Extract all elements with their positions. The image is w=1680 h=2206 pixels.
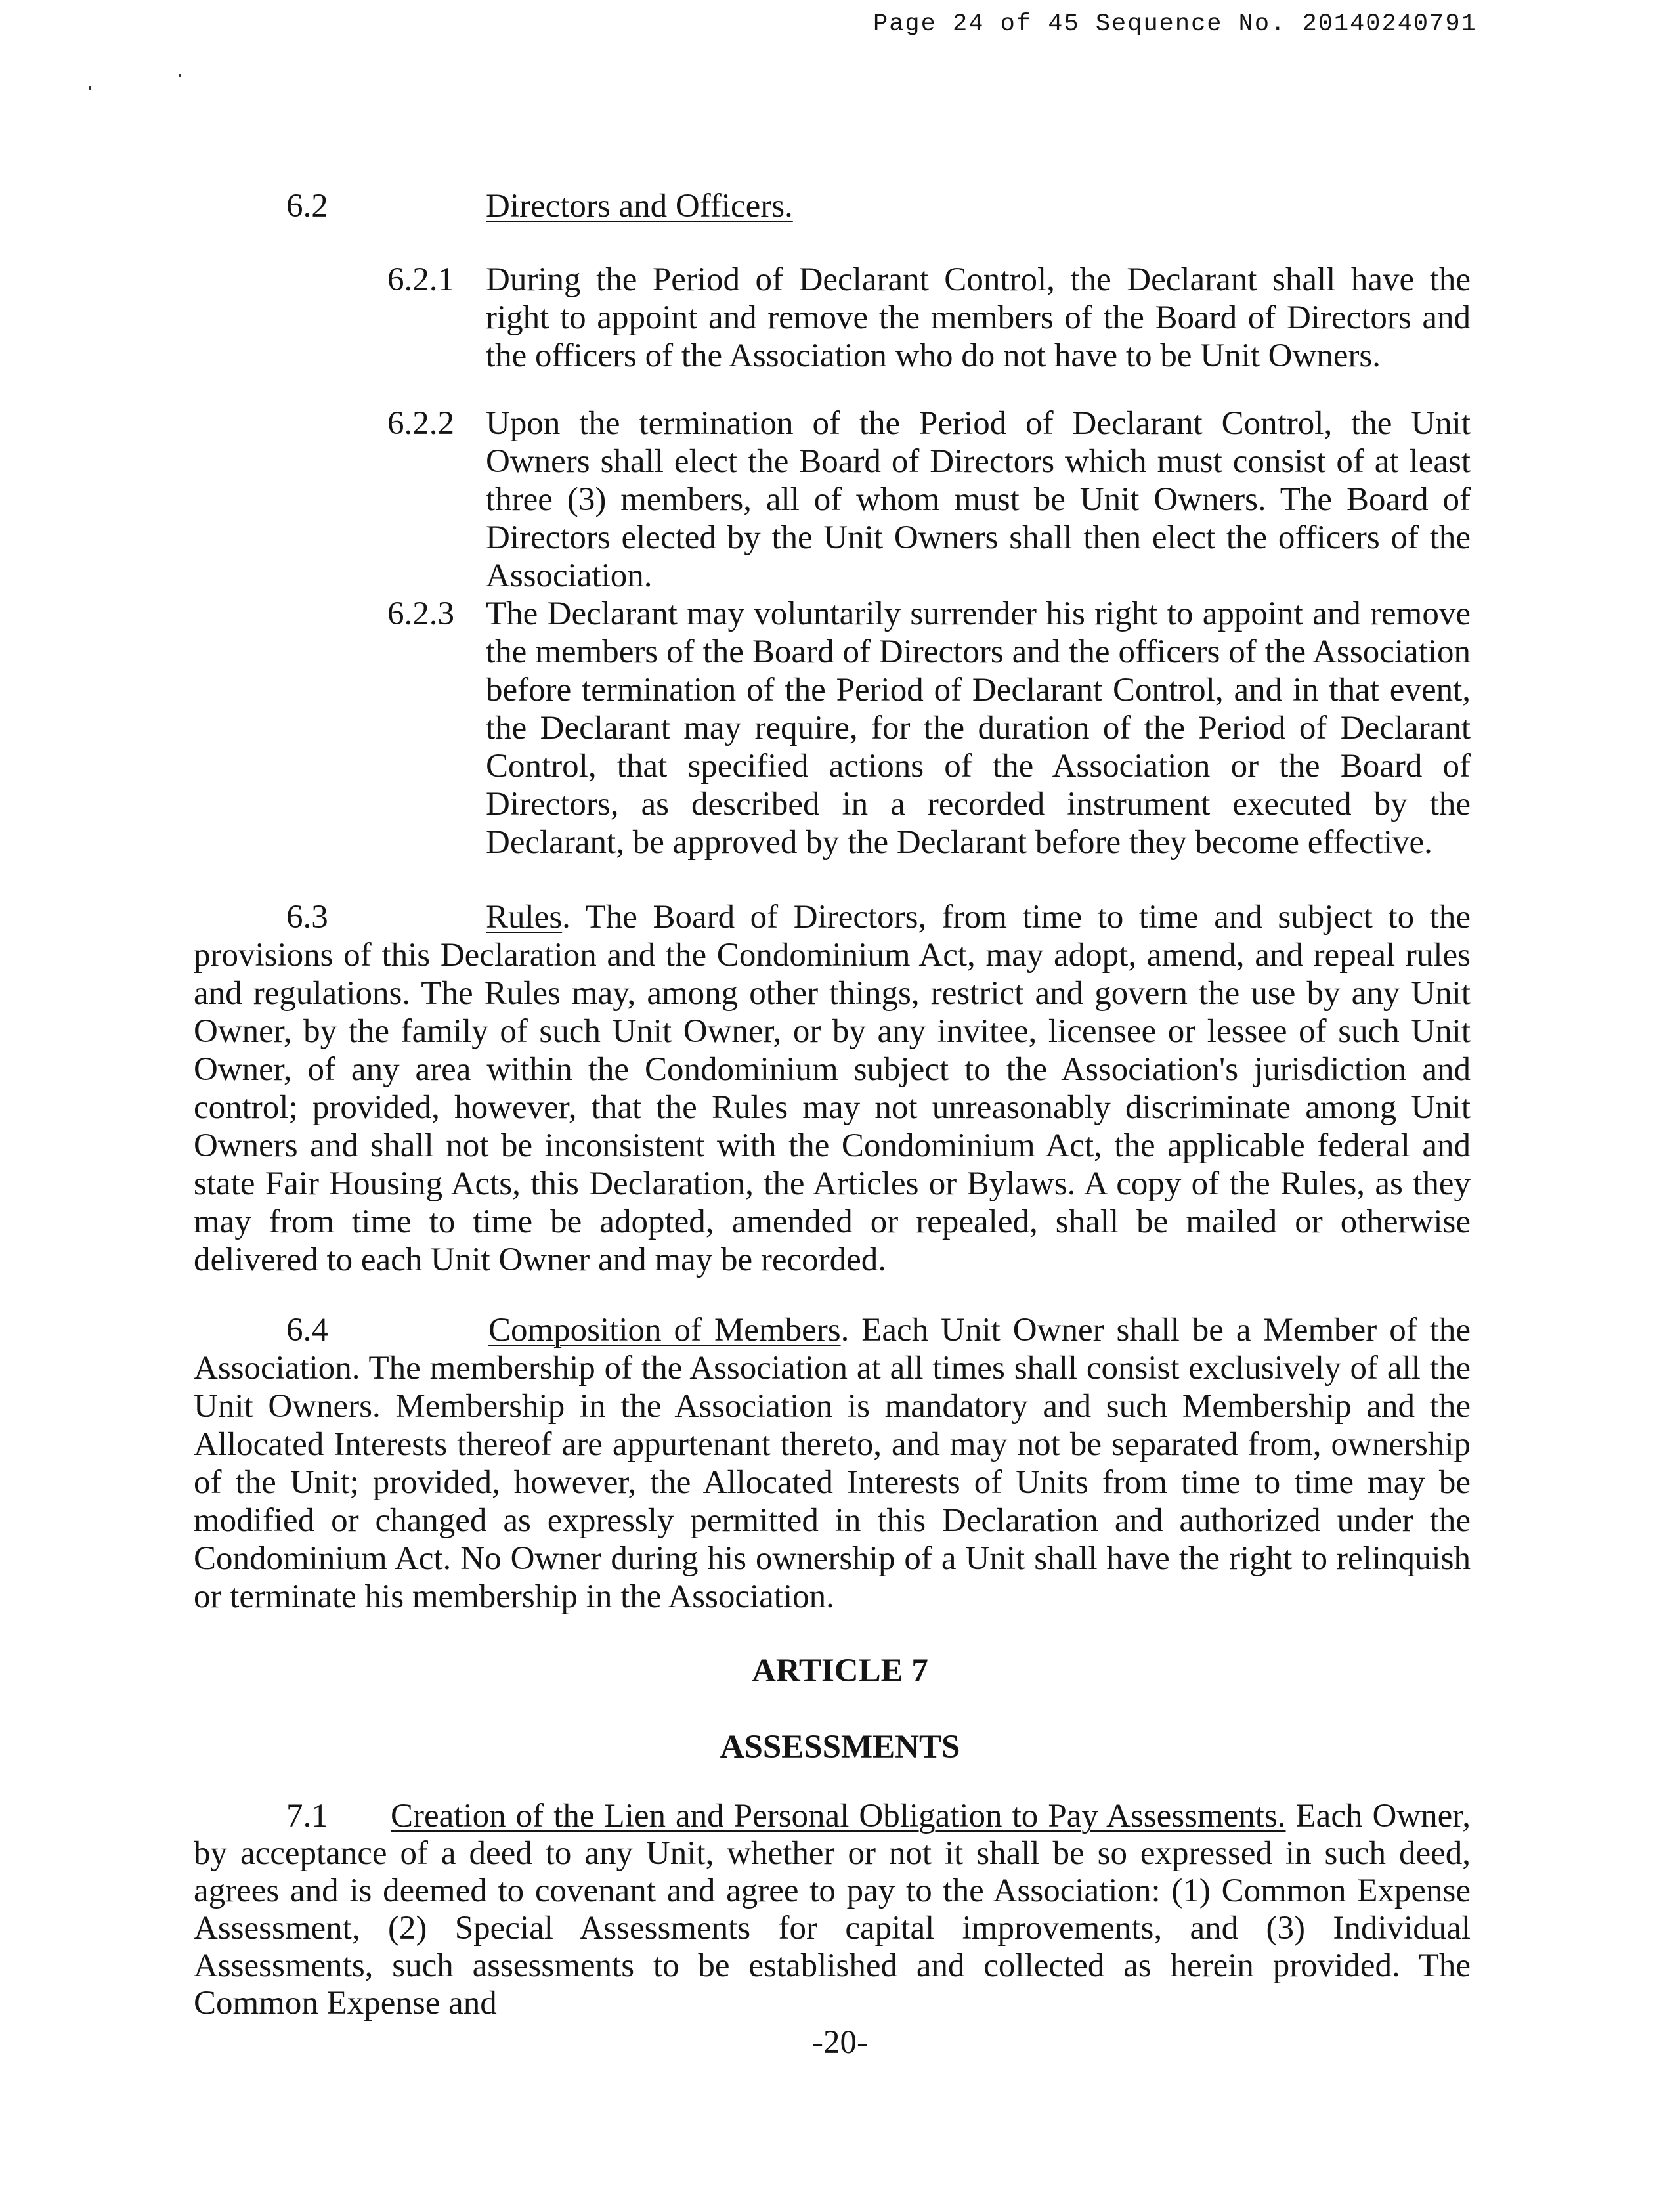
section-title: Directors and Officers. <box>486 188 793 225</box>
section-6-2-2-text: Upon the termination of the Period of Declarant Control, the Unit Owners shall elect the Board of Directors which must consist of at least three (3) members, all of whom must be Unit Owners. The Board of Directors elected by the Unit Owners shall then elect the officers of the Association. <box>486 405 1471 594</box>
section-body: . Each Unit Owner shall be a Member of the Association. The membership of the Association at all times shall consist exclusively of all the Unit Owners. Membership in the Association is mandatory and such Membership and the Allocated Interests thereof are appurtenant thereto, and may not be separated from, ownership of the Unit; provided, however, the Allocated Interests of Units from time to time may be modified or changed as expressly permitted in this Declaration and authorized under the Condominium Act. No Owner during his ownership of a Unit shall have the right to relinquish or terminate his membership in the Association. <box>194 1312 1471 1615</box>
section-6-2-2-number: 6.2.2 <box>387 405 454 442</box>
section-6-2-1-number: 6.2.1 <box>387 261 454 298</box>
section-number: 7.1 <box>286 1798 328 1834</box>
article-number: ARTICLE 7 <box>752 1653 928 1689</box>
section-body: . The Board of Directors, from time to time and subject to the provisions of this Declaration and the Condominium Act, may adopt, amend, and repeal rules and regulations. The Rules may, among other things, restrict and govern the use by any Unit Owner, by the family of such Unit Owner, or by any invitee, licensee or lessee of such Unit Owner, of any area within the Condominium subject to the Association's jurisdiction and control; provided, however, that the Rules may not unreasonably discriminate among Unit Owners and shall not be inconsistent with the Condominium Act, the applicable federal and state Fair Housing Acts, this Declaration, the Articles or Bylaws. A copy of the Rules, as they may from time to time be adopted, amended or repealed, shall be mailed or otherwise delivered to each Unit Owner and may be recorded. <box>194 899 1471 1278</box>
section-number: 6.2 <box>286 188 328 225</box>
section-title: Creation of the Lien and Personal Obligation to Pay Assessments. <box>391 1798 1286 1834</box>
section-6-2-3-number: 6.2.3 <box>387 595 454 632</box>
section-7-1 <box>194 1798 1471 2022</box>
section-6-3 <box>194 898 1471 1279</box>
section-title: Rules <box>486 899 563 936</box>
article-title: ASSESSMENTS <box>720 1729 960 1765</box>
section-6-4 <box>194 1311 1471 1616</box>
section-6-2-heading <box>286 187 1468 225</box>
section-6-2-1-text: During the Period of Declarant Control, the Declarant shall have the right to appoint and remove the members of the Board of Directors and the officers of the Association who do not have to be Unit Owners. <box>486 261 1471 374</box>
section-body: Each Owner, by acceptance of a deed to any Unit, whether or not it shall be so expressed in such deed, agrees and is deemed to covenant and agree to pay to the Association: (1) Common Expense Assessment, (2) Special Assessments for capital improvements, and (3) Individual Assessments, such assessments to be established and collected as herein provided. The Common Expense and <box>194 1798 1471 2022</box>
section-6-2-3-text: The Declarant may voluntarily surrender his right to appoint and remove the members of the Board of Directors and the officers of the Association before termination of the Period of Declarant Control, and in that event, the Declarant may require, for the duration of the Period of Declarant Control, that specified actions of the Association or the Board of Directors, as described in a recorded instrument executed by the Declarant, be approved by the Declarant before they become effective. <box>486 595 1471 861</box>
page-sequence-stamp: Page 24 of 45 Sequence No. 20140240791 <box>873 11 1477 38</box>
scan-speck <box>89 86 91 90</box>
page-number: -20- <box>812 2024 868 2061</box>
section-number: 6.4 <box>286 1312 328 1349</box>
section-number: 6.3 <box>286 899 328 936</box>
scan-speck <box>179 74 181 77</box>
section-title: Composition of Members <box>488 1312 841 1349</box>
